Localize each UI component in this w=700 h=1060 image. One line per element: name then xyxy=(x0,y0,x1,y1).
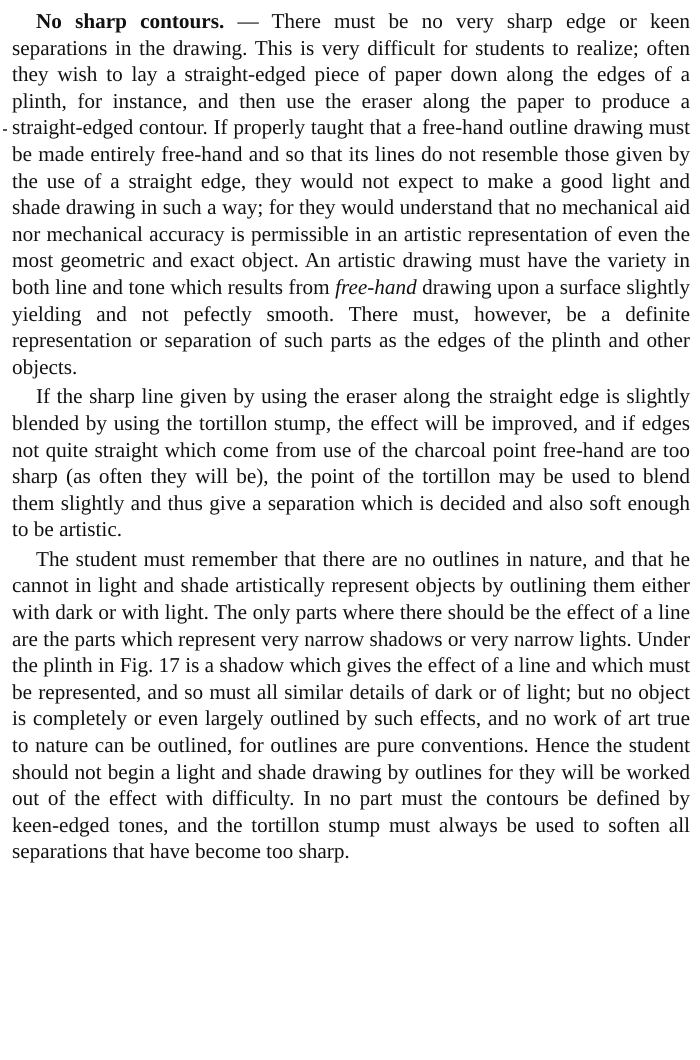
section-heading: No sharp contours. xyxy=(36,9,225,33)
paragraph-text-part-a: There must be no very sharp edge or keen separations in the drawing. This is very difficult for students to realize; often they wish to lay a straight-edged piece of paper down along the edges of a plinth, for instance, and then use the eraser along the paper to produce a straight-edged contour. If properly taught that a free-hand outline drawing must be made entirely free-hand and so that its lines do not resemble those given by the use of a straight edge, they would not expect to make a good light and shade drawing in such a way; for they would understand that no mechanical aid nor mechanical accuracy is permissible in an artistic representation of even the most geometric and exact object. An artistic drawing must have the variety in both line and tone which results from xyxy=(12,9,690,299)
margin-mark xyxy=(3,129,7,131)
paragraph-no-outlines: The student must remember that there are no outlines in nature, and that he cannot in light and shade artistically represent objects by outlining them either with dark or with light. The only parts where there should be the effect of a line are the parts which represent very narrow shadows or very narrow lights. Under the plinth in Fig. 17 is a shadow which gives the effect of a line and which must be represented, and so must all similar details of dark or of light; but no object is completely or even largely outlined by such effects, and no work of art true to nature can be outlined, for outlines are pure conventions. Hence the student should not begin a light and shade drawing by outlines for they will be worked out of the effect with difficulty. In no part must the contours be defined by keen-edged tones, and the tortillon stump must always be used to soften all separations that have become too sharp. xyxy=(12,546,690,864)
paragraph-no-sharp-contours xyxy=(12,8,690,380)
paragraph-text-part-b: drawing upon a surface slightly yielding and not pefectly smooth. There must, however, be a definite representation or separation of such parts as the edges of the plinth and other objects. xyxy=(12,274,690,379)
italic-term: free-hand xyxy=(335,274,417,299)
document-page xyxy=(12,8,690,1054)
paragraph-tortillon-blending: If the sharp line given by using the eraser along the straight edge is slightly blended by using the tortillon stump, the effect will be improved, and if edges not quite straight which come from use of the charcoal point free-hand are too sharp (as often they will be), the point of the tortillon may be used to blend them slightly and thus give a separation which is decided and also soft enough to be artistic. xyxy=(12,384,690,542)
heading-dash: — xyxy=(224,9,272,33)
